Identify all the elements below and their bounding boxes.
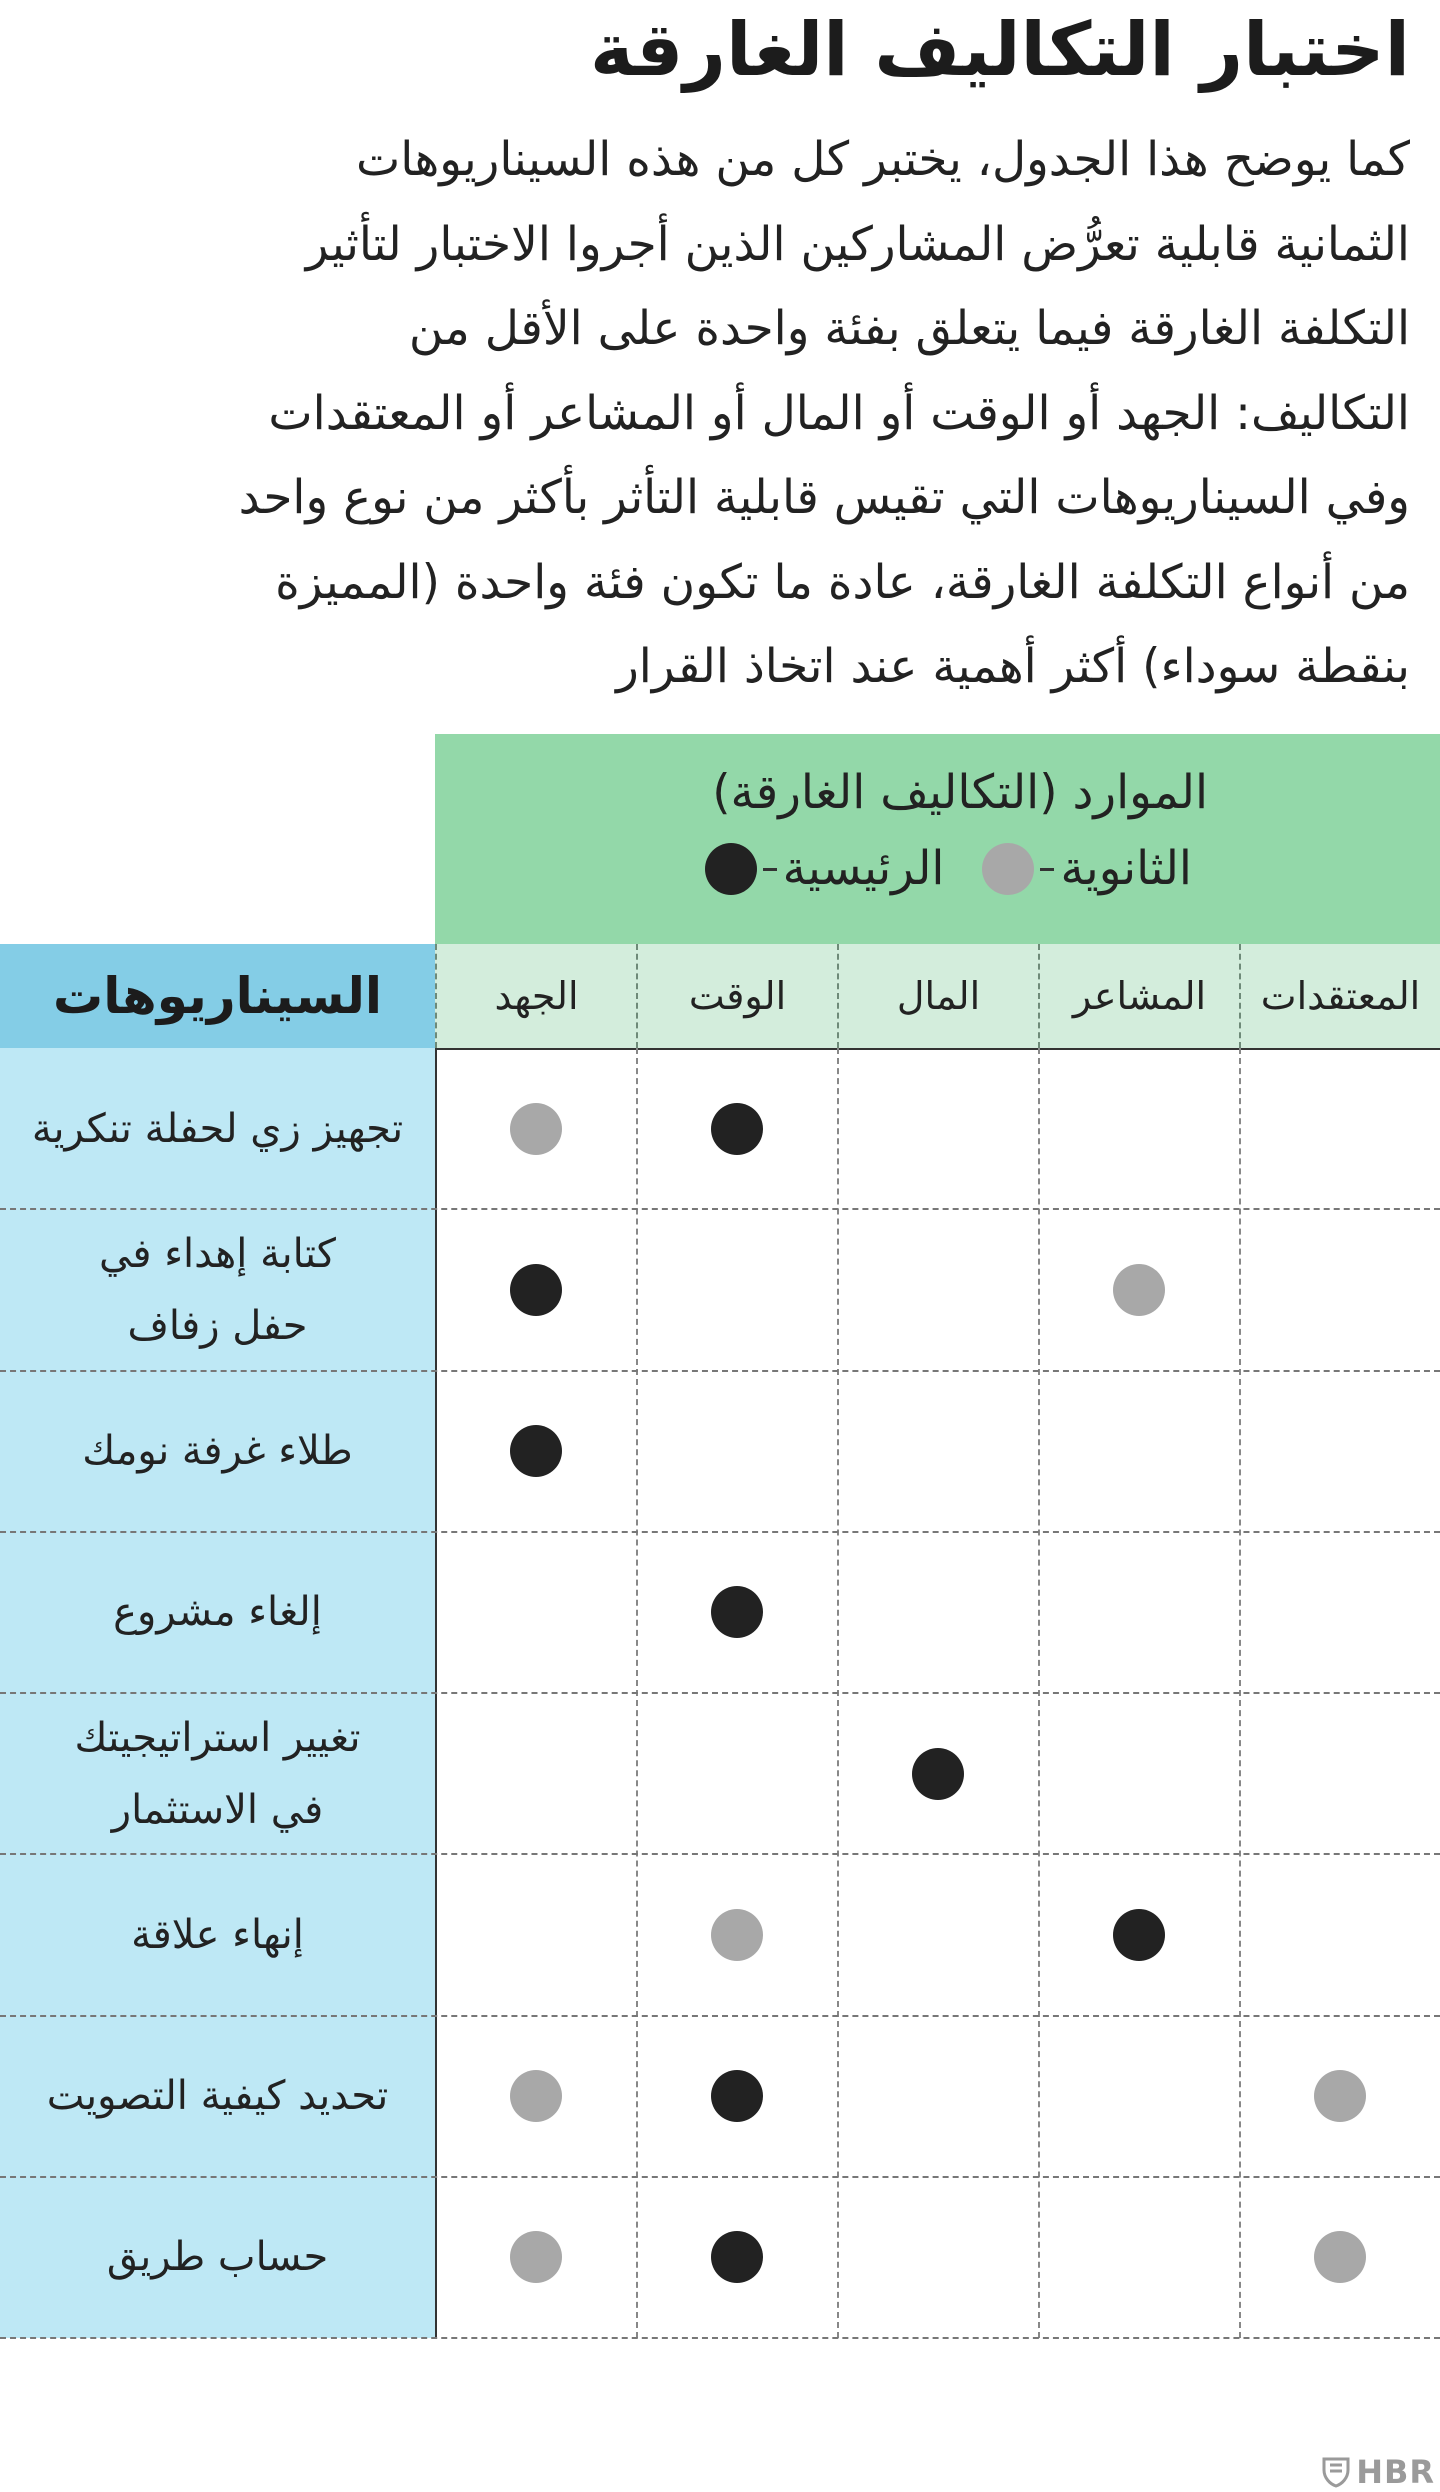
- row-divider: [0, 2337, 1440, 2339]
- legend: [705, 838, 1192, 900]
- scenario-label: [0, 1209, 435, 1370]
- dot-main-time: [711, 2231, 763, 2283]
- column-header-money: المال: [837, 944, 1038, 1048]
- dot-main-time: [711, 1586, 763, 1638]
- dot-main-money: [912, 1748, 964, 1800]
- legend-secondary-label: الثانوية: [1060, 841, 1192, 896]
- column-header-beliefs: المعتقدات: [1239, 944, 1440, 1048]
- resources-header: [435, 734, 1440, 944]
- scenario-label-line: تغيير استراتيجيتك: [74, 1714, 361, 1761]
- intro-line: الثمانية قابلية تعرُّض المشاركين الذين أجروا الاختبار لتأثير: [305, 216, 1410, 272]
- scenarios-header: السيناريوهات: [0, 944, 435, 1048]
- scenario-label: [0, 1854, 435, 2015]
- scenario-label-line: في الاستثمار: [111, 1786, 324, 1833]
- scenario-label: [0, 1371, 435, 1532]
- dot-secondary-beliefs: [1314, 2231, 1366, 2283]
- hbr-logo-text: HBR: [1356, 2453, 1435, 2491]
- dot-secondary-effort: [510, 2231, 562, 2283]
- dot-main-time: [711, 2070, 763, 2122]
- scenario-label: [0, 1048, 435, 1209]
- scenario-label: [0, 1532, 435, 1693]
- dot-main-effort: [510, 1264, 562, 1316]
- scenario-label-line: طلاء غرفة نومك: [82, 1428, 353, 1474]
- intro-paragraph: [22, 118, 1410, 710]
- dot-secondary-emotions: [1113, 1264, 1165, 1316]
- legend-main-dot: [705, 843, 757, 895]
- scenario-label-line: حساب طريق: [106, 2234, 329, 2281]
- shield-icon: [1322, 2456, 1350, 2488]
- intro-line: بنقطة سوداء) أكثر أهمية عند اتخاذ القرار: [616, 639, 1410, 694]
- page-title: اختبار التكاليف الغارقة: [590, 7, 1410, 93]
- legend-main-label: الرئيسية: [782, 841, 945, 896]
- dot-secondary-beliefs: [1314, 2070, 1366, 2122]
- hbr-logo: [1305, 2452, 1435, 2492]
- column-header-effort: الجهد: [435, 944, 636, 1048]
- dot-secondary-effort: [510, 1103, 562, 1155]
- scenario-label: [0, 2016, 435, 2177]
- scenario-label-line: حفل زفاف: [127, 1302, 308, 1349]
- resources-title: الموارد (التكاليف الغارقة): [712, 765, 1208, 820]
- column-header-emotions: المشاعر: [1038, 944, 1239, 1048]
- legend-secondary-dot: [982, 843, 1034, 895]
- scenario-label-line: إنهاء علاقة: [131, 1911, 304, 1958]
- column-header-time: الوقت: [636, 944, 837, 1048]
- dot-main-emotions: [1113, 1909, 1165, 1961]
- scenario-label: [0, 1693, 435, 1854]
- intro-line: كما يوضح هذا الجدول، يختبر كل من هذه السيناريوهات: [355, 132, 1410, 187]
- intro-line: من أنواع التكلفة الغارقة، عادة ما تكون فئة واحدة (المميزة: [275, 554, 1410, 610]
- dot-main-time: [711, 1103, 763, 1155]
- scenario-label-line: كتابة إهداء في: [99, 1230, 336, 1277]
- dot-secondary-time: [711, 1909, 763, 1961]
- intro-line: التكاليف: الجهد أو الوقت أو المال أو المشاعر أو المعتقدات: [268, 385, 1410, 441]
- intro-line: وفي السيناريوهات التي تقيس قابلية التأثر بأكثر من نوع واحد: [238, 470, 1410, 525]
- legend-dash: [1040, 868, 1054, 871]
- dot-main-effort: [510, 1425, 562, 1477]
- dot-secondary-effort: [510, 2070, 562, 2122]
- scenario-label-line: تحديد كيفية التصويت: [46, 2073, 389, 2119]
- scenario-label-line: إلغاء مشروع: [113, 1589, 322, 1636]
- scenario-label: [0, 2177, 435, 2338]
- scenario-label-line: تجهيز زي لحفلة تنكرية: [31, 1105, 404, 1152]
- intro-line: التكلفة الغارقة فيما يتعلق بفئة واحدة على الأقل من: [408, 301, 1410, 356]
- legend-dash: [763, 868, 777, 871]
